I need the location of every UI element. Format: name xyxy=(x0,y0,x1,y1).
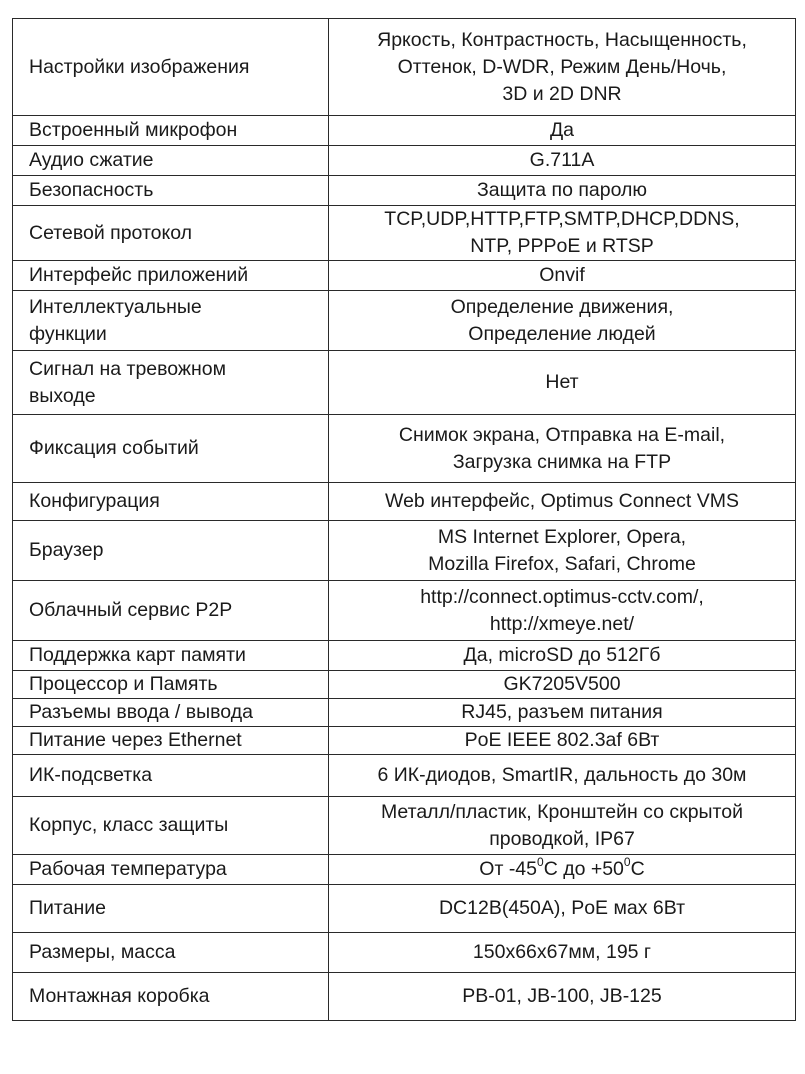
spec-value-part: C до +50 xyxy=(543,858,624,880)
spec-parameter-line: выходе xyxy=(29,384,96,407)
spec-parameter xyxy=(13,19,329,116)
spec-value-line: Определение людей xyxy=(468,322,656,345)
spec-value-line: Снимок экрана, Отправка на E-mail, xyxy=(398,423,726,446)
spec-value xyxy=(329,933,796,973)
spec-parameter xyxy=(13,973,329,1021)
spec-parameter xyxy=(13,206,329,261)
spec-parameter-line: Настройки изображения xyxy=(29,55,250,78)
spec-row xyxy=(13,671,796,699)
spec-row xyxy=(13,146,796,176)
spec-value-line: http://xmeye.net/ xyxy=(489,612,635,635)
spec-value-line: Да, microSD до 512Гб xyxy=(463,644,661,666)
spec-value-part: От -45 xyxy=(479,858,537,880)
spec-value xyxy=(329,797,796,855)
spec-row xyxy=(13,855,796,885)
spec-value-line: Нет xyxy=(545,371,579,393)
spec-value xyxy=(329,19,796,116)
spec-value xyxy=(329,206,796,261)
spec-value-line: Onvif xyxy=(539,264,585,286)
spec-row xyxy=(13,641,796,671)
spec-row xyxy=(13,973,796,1021)
spec-row xyxy=(13,19,796,116)
spec-value-line: Защита по паролю xyxy=(476,179,648,201)
spec-row xyxy=(13,699,796,727)
spec-parameter-line: Интеллектуальные xyxy=(29,295,202,318)
spec-row xyxy=(13,933,796,973)
spec-parameter xyxy=(13,351,329,415)
spec-row xyxy=(13,415,796,483)
spec-parameter xyxy=(13,116,329,146)
spec-value xyxy=(329,755,796,797)
spec-value xyxy=(329,641,796,671)
spec-value-line: G.711A xyxy=(529,149,595,171)
spec-parameter-line: Фиксация событий xyxy=(29,437,199,459)
spec-parameter xyxy=(13,933,329,973)
spec-row xyxy=(13,755,796,797)
spec-parameter xyxy=(13,146,329,176)
spec-value xyxy=(329,483,796,521)
spec-value-line: 3D и 2D DNR xyxy=(502,82,622,105)
spec-parameter-line: Питание xyxy=(29,897,106,919)
spec-value-line: Web интерфейс, Optimus Connect VMS xyxy=(385,490,739,512)
spec-value-line xyxy=(339,856,785,883)
spec-parameter xyxy=(13,483,329,521)
spec-row xyxy=(13,581,796,641)
degree-superscript: 0 xyxy=(537,854,544,869)
spec-parameter-line: Корпус, класс защиты xyxy=(29,814,229,836)
spec-value xyxy=(329,176,796,206)
spec-parameter xyxy=(13,641,329,671)
spec-value xyxy=(329,521,796,581)
spec-value-line: 150x66x67мм, 195 г xyxy=(472,941,652,963)
spec-row xyxy=(13,727,796,755)
spec-parameter-line: Облачный сервис P2P xyxy=(29,599,233,621)
spec-parameter-line: Процессор и Память xyxy=(29,673,218,695)
spec-parameter-line: Размеры, масса xyxy=(29,941,176,963)
spec-value xyxy=(329,885,796,933)
spec-parameter-line: Рабочая температура xyxy=(29,858,227,880)
spec-row xyxy=(13,885,796,933)
spec-value xyxy=(329,973,796,1021)
spec-parameter-line: Аудио сжатие xyxy=(29,149,154,171)
spec-value xyxy=(329,727,796,755)
spec-value xyxy=(329,291,796,351)
spec-value-line: Оттенок, D-WDR, Режим День/Ночь, xyxy=(397,55,727,78)
spec-parameter-line: ИК-подсветка xyxy=(29,764,153,786)
spec-value-line: MS Internet Explorer, Opera, xyxy=(437,525,687,548)
spec-row xyxy=(13,261,796,291)
spec-value-line: Mozilla Firefox, Safari, Chrome xyxy=(428,552,696,575)
spec-value-part: C xyxy=(630,858,645,880)
spec-parameter-line: Сетевой протокол xyxy=(29,221,193,244)
spec-row xyxy=(13,483,796,521)
spec-parameter xyxy=(13,699,329,727)
degree-superscript: 0 xyxy=(623,854,631,869)
spec-value-line: 6 ИК-диодов, SmartIR, дальность до 30м xyxy=(377,764,747,786)
spec-row xyxy=(13,206,796,261)
spec-parameter xyxy=(13,291,329,351)
spec-parameter xyxy=(13,727,329,755)
specs-body xyxy=(13,19,796,1021)
spec-value xyxy=(329,116,796,146)
spec-parameter-line: Конфигурация xyxy=(29,490,160,512)
spec-parameter xyxy=(13,855,329,885)
spec-row xyxy=(13,797,796,855)
spec-value-line: GK7205V500 xyxy=(503,673,621,695)
spec-value xyxy=(329,351,796,415)
spec-parameter xyxy=(13,176,329,206)
spec-parameter xyxy=(13,671,329,699)
spec-row xyxy=(13,116,796,146)
spec-value xyxy=(329,415,796,483)
spec-parameter-line: Питание через Ethernet xyxy=(29,729,242,751)
spec-value-line: Загрузка снимка на FTP xyxy=(452,450,672,473)
spec-parameter xyxy=(13,885,329,933)
spec-row xyxy=(13,176,796,206)
spec-value-line: TCP,UDP,HTTP,FTP,SMTP,DHCP,DDNS, xyxy=(384,208,740,230)
spec-parameter-line: Встроенный микрофон xyxy=(29,119,238,141)
spec-parameter-line: Монтажная коробка xyxy=(29,985,210,1007)
spec-parameter xyxy=(13,755,329,797)
spec-value xyxy=(329,671,796,699)
spec-value xyxy=(329,261,796,291)
spec-value-line: Определение движения, xyxy=(450,295,674,318)
spec-row xyxy=(13,351,796,415)
spec-parameter-line: Интерфейс приложений xyxy=(29,264,249,286)
spec-value xyxy=(329,699,796,727)
spec-parameter xyxy=(13,261,329,291)
spec-value-line: Яркость, Контрастность, Насыщенность, xyxy=(377,28,747,51)
spec-value-line: DC12В(450А), PoE мах 6Вт xyxy=(438,897,686,919)
spec-parameter-line: Разъемы ввода / вывода xyxy=(29,701,253,723)
spec-parameter-line: Браузер xyxy=(29,539,104,561)
spec-parameter xyxy=(13,581,329,641)
spec-parameter-line: функции xyxy=(29,322,107,345)
spec-value-line: PoE IEEE 802.3af 6Вт xyxy=(464,729,660,751)
spec-row xyxy=(13,291,796,351)
specs-table xyxy=(12,18,796,1021)
spec-value-line: Металл/пластик, Кронштейн со скрытой xyxy=(380,800,744,823)
spec-parameter-line: Безопасность xyxy=(29,179,154,201)
spec-parameter xyxy=(13,415,329,483)
spec-parameter xyxy=(13,797,329,855)
spec-parameter-line: Сигнал на тревожном xyxy=(29,357,226,380)
spec-value xyxy=(329,855,796,885)
spec-value xyxy=(329,581,796,641)
spec-value-line: NTP, PPPoE и RTSP xyxy=(470,235,654,257)
spec-value-line: проводкой, IP67 xyxy=(489,827,635,850)
spec-value xyxy=(329,146,796,176)
spec-value-line: RJ45, разъем питания xyxy=(461,701,663,723)
spec-parameter-line: Поддержка карт памяти xyxy=(29,644,246,666)
spec-value-line: PB-01, JB-100, JB-125 xyxy=(462,985,662,1007)
spec-value-line: Да xyxy=(549,119,575,141)
spec-value-line: http://connect.optimus-cctv.com/, xyxy=(420,585,704,608)
spec-parameter xyxy=(13,521,329,581)
spec-row xyxy=(13,521,796,581)
